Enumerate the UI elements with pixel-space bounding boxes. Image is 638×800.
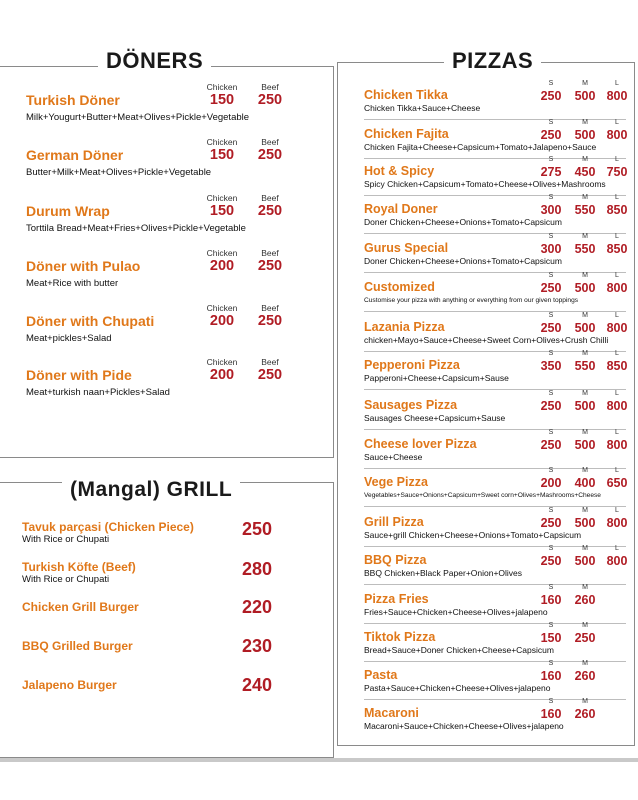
pizza-description: Chicken Tikka+Sauce+Cheese [364,103,481,113]
grill-item [22,560,322,585]
price-large: 800 [606,89,628,103]
size-small-label: S [548,272,554,279]
beef-column-label: Beef [261,193,279,203]
price-medium: 500 [574,554,596,568]
pizza-name: Chicken Tikka [364,88,448,102]
price-medium: 500 [574,399,596,413]
pizza-name: Cheese lover Pizza [364,437,477,451]
size-small-label: S [548,119,554,126]
size-medium-label: M [582,312,588,319]
grill-item [22,520,322,545]
price-medium: 250 [574,631,596,645]
size-large-label: L [615,350,619,357]
price-small: 200 [540,476,562,490]
pizza-name: Tiktok Pizza [364,630,436,644]
doner-description: Meat+pickles+Salad [26,333,112,344]
size-large-label: L [615,272,619,279]
doner-item [26,248,326,300]
price-small: 250 [540,399,562,413]
beef-column-label: Beef [261,303,279,313]
size-large-label: L [615,156,619,163]
pizza-name: Royal Doner [364,202,438,216]
size-medium-label: M [582,194,588,201]
pizza-description: Doner Chicken+Cheese+Onions+Tomato+Capsicum [364,256,562,266]
pizza-item [364,698,628,736]
price-large: 800 [606,438,628,452]
grill-item [22,636,322,656]
pizza-item [364,119,628,157]
doner-item [26,193,326,245]
size-medium-label: M [582,390,588,397]
price-medium: 500 [574,516,596,530]
price-medium: 260 [574,593,596,607]
pizza-name: Macaroni [364,706,419,720]
pizza-name: Grill Pizza [364,515,424,529]
price-small: 275 [540,165,562,179]
doner-description: Meat+Rice with butter [26,278,119,289]
size-small-label: S [548,156,554,163]
size-large-label: L [615,545,619,552]
size-large-label: L [615,507,619,514]
beef-column-label: Beef [261,357,279,367]
price-small: 300 [540,242,562,256]
size-medium-label: M [582,272,588,279]
chicken-column-label: Chicken [206,303,238,313]
grill-name: Jalapeno Burger [22,678,117,692]
pizza-description: Sauce+grill Chicken+Cheese+Onions+Tomato+Capsicum [364,530,582,540]
size-small-label: S [548,622,554,629]
beef-column-label: Beef [261,248,279,258]
chicken-price: 200 [209,313,235,329]
price-large: 800 [606,128,628,142]
pizza-description: Sausages Cheese+Capsicum+Sause [364,413,506,423]
price-small: 250 [540,281,562,295]
doner-description: Milk+Yougurt+Butter+Meat+Olives+Pickle+Vegetable [26,112,250,123]
size-small-label: S [548,584,554,591]
price-small: 150 [540,631,562,645]
chicken-price: 200 [209,367,235,383]
price-large: 800 [606,281,628,295]
size-small-label: S [548,390,554,397]
price-small: 250 [540,321,562,335]
size-medium-label: M [582,350,588,357]
pizza-item [364,584,628,622]
pizza-item [364,233,628,271]
pizza-description: chicken+Mayo+Sauce+Cheese+Sweet Corn+Olives+Crush Chilli [364,335,609,345]
grill-item [22,675,322,695]
size-medium-label: M [582,429,588,436]
size-medium-label: M [582,119,588,126]
doner-name: Döner with Pulao [26,258,141,274]
size-large-label: L [615,312,619,319]
size-small-label: S [548,545,554,552]
size-small-label: S [548,507,554,514]
pizza-item [364,467,628,505]
chicken-column-label: Chicken [206,248,238,258]
bottom-border [0,758,638,762]
grill-subtitle: With Rice or Chupati [22,534,110,545]
pizza-description: Vegetables+Sauce+Onions+Capsicum+Sweet corn+Olives+Mashrooms+Cheese [364,492,601,499]
size-medium-label: M [582,507,588,514]
pizza-item [364,312,628,350]
grill-price: 220 [242,597,273,617]
grill-name: Tavuk parçasi (Chicken Piece) [22,520,194,534]
chicken-column-label: Chicken [206,357,238,367]
doner-name: Durum Wrap [26,203,110,219]
price-medium: 500 [574,128,596,142]
beef-price: 250 [257,367,283,383]
size-medium-label: M [582,660,588,667]
price-large: 850 [606,203,628,217]
chicken-price: 150 [209,147,235,163]
size-large-label: L [615,80,619,87]
price-medium: 500 [574,438,596,452]
doner-name: Döner with Pide [26,367,132,383]
pizza-name: Pasta [364,668,398,682]
grill-price: 280 [242,559,273,579]
size-small-label: S [548,429,554,436]
price-small: 250 [540,516,562,530]
pizza-item [364,80,628,118]
size-small-label: S [548,233,554,240]
pizza-name: Customized [364,280,435,294]
price-large: 800 [606,321,628,335]
chicken-column-label: Chicken [206,137,238,147]
beef-column-label: Beef [261,137,279,147]
chicken-price: 200 [209,258,235,274]
price-medium: 260 [574,707,596,721]
doner-item [26,303,326,355]
doner-name: German Döner [26,147,124,163]
chicken-price: 150 [209,92,235,108]
size-large-label: L [615,119,619,126]
size-medium-label: M [582,467,588,474]
doner-name: Turkish Döner [26,92,120,108]
pizza-item [364,390,628,428]
price-large: 750 [606,165,628,179]
pizza-description: Doner Chicken+Cheese+Onions+Tomato+Capsicum [364,217,562,227]
price-small: 300 [540,203,562,217]
beef-price: 250 [257,92,283,108]
price-small: 350 [540,359,562,373]
price-small: 250 [540,128,562,142]
beef-column-label: Beef [261,82,279,92]
pizza-description: Chicken Fajita+Cheese+Capsicum+Tomato+Jalapeno+Sauce [364,142,597,152]
price-large: 800 [606,516,628,530]
size-medium-label: M [582,545,588,552]
size-small-label: S [548,698,554,705]
pizza-description: Pasta+Sauce+Chicken+Cheese+Olives+jalapeno [364,683,551,693]
doner-item [26,137,326,189]
pizza-description: Spicy Chicken+Capsicum+Tomato+Cheese+Olives+Mashrooms [364,179,606,189]
price-medium: 550 [574,359,596,373]
price-small: 160 [540,593,562,607]
grill-subtitle: With Rice or Chupati [22,574,110,585]
beef-price: 250 [257,313,283,329]
size-large-label: L [615,390,619,397]
pizza-name: Hot & Spicy [364,164,435,178]
chicken-column-label: Chicken [206,193,238,203]
size-medium-label: M [582,584,588,591]
size-medium-label: M [582,80,588,87]
pizza-description: BBQ Chicken+Black Paper+Onion+Olives [364,568,523,578]
size-medium-label: M [582,156,588,163]
grill-name: Chicken Grill Burger [22,600,139,614]
size-small-label: S [548,350,554,357]
size-medium-label: M [582,233,588,240]
pizza-name: Pepperoni Pizza [364,358,460,372]
size-large-label: L [615,233,619,240]
pizza-item [364,545,628,583]
size-large-label: L [615,467,619,474]
pizzas-title: PIZZAS [444,48,541,74]
size-small-label: S [548,80,554,87]
pizza-name: BBQ Pizza [364,553,427,567]
price-large: 850 [606,242,628,256]
pizza-name: Gurus Special [364,241,449,255]
grill-price: 240 [242,675,273,695]
size-small-label: S [548,312,554,319]
pizza-name: Sausages Pizza [364,398,458,412]
price-large: 650 [606,476,628,490]
chicken-price: 150 [209,203,235,219]
grill-price: 250 [242,519,273,539]
size-small-label: S [548,467,554,474]
price-large: 800 [606,554,628,568]
pizza-description: Papperoni+Cheese+Capsicum+Sause [364,373,509,383]
pizza-description: Bread+Sauce+Doner Chicken+Cheese+Capsicum [364,645,554,655]
price-small: 250 [540,89,562,103]
price-medium: 500 [574,89,596,103]
doner-name: Döner with Chupati [26,313,155,329]
size-small-label: S [548,660,554,667]
beef-price: 250 [257,147,283,163]
doner-description: Meat+turkish naan+Pickles+Salad [26,387,170,398]
doner-item [26,82,326,134]
price-medium: 550 [574,242,596,256]
pizza-item [364,194,628,232]
price-medium: 500 [574,321,596,335]
beef-price: 250 [257,203,283,219]
pizza-description: Macaroni+Sauce+Chicken+Cheese+Olives+jalapeno [364,721,564,731]
size-medium-label: M [582,698,588,705]
price-small: 250 [540,554,562,568]
pizza-description: Fries+Sauce+Chicken+Cheese+Olives+jalapeno [364,607,548,617]
grill-item [22,597,322,617]
price-large: 850 [606,359,628,373]
price-small: 160 [540,707,562,721]
grill-name: Turkish Köfte (Beef) [22,560,136,574]
beef-price: 250 [257,258,283,274]
grill-price: 230 [242,636,273,656]
size-medium-label: M [582,622,588,629]
pizza-name: Lazania Pizza [364,320,445,334]
pizza-item [364,507,628,545]
pizza-item [364,622,628,660]
pizza-name: Vege Pizza [364,475,428,489]
doner-item [26,357,326,409]
price-medium: 260 [574,669,596,683]
pizza-description: Sauce+Cheese [364,452,423,462]
price-small: 160 [540,669,562,683]
price-medium: 400 [574,476,596,490]
size-small-label: S [548,194,554,201]
pizza-description: Customise your pizza with anything or everything from our given toppings [364,297,579,304]
doners-title: DÖNERS [98,48,211,74]
size-large-label: L [615,194,619,201]
pizza-item [364,429,628,467]
pizza-item [364,156,628,194]
price-small: 250 [540,438,562,452]
grill-name: BBQ Grilled Burger [22,639,133,653]
pizza-item [364,660,628,698]
doner-description: Torttila Bread+Meat+Fries+Olives+Pickle+Vegetable [26,223,246,234]
chicken-column-label: Chicken [206,82,238,92]
grill-title: (Mangal) GRILL [62,478,240,502]
price-large: 800 [606,399,628,413]
price-medium: 500 [574,281,596,295]
price-medium: 450 [574,165,596,179]
price-medium: 550 [574,203,596,217]
pizza-item [364,272,628,310]
pizza-name: Pizza Fries [364,592,429,606]
pizza-item [364,350,628,388]
doner-description: Butter+Milk+Meat+Olives+Pickle+Vegetable [26,167,212,178]
pizza-name: Chicken Fajita [364,127,449,141]
size-large-label: L [615,429,619,436]
